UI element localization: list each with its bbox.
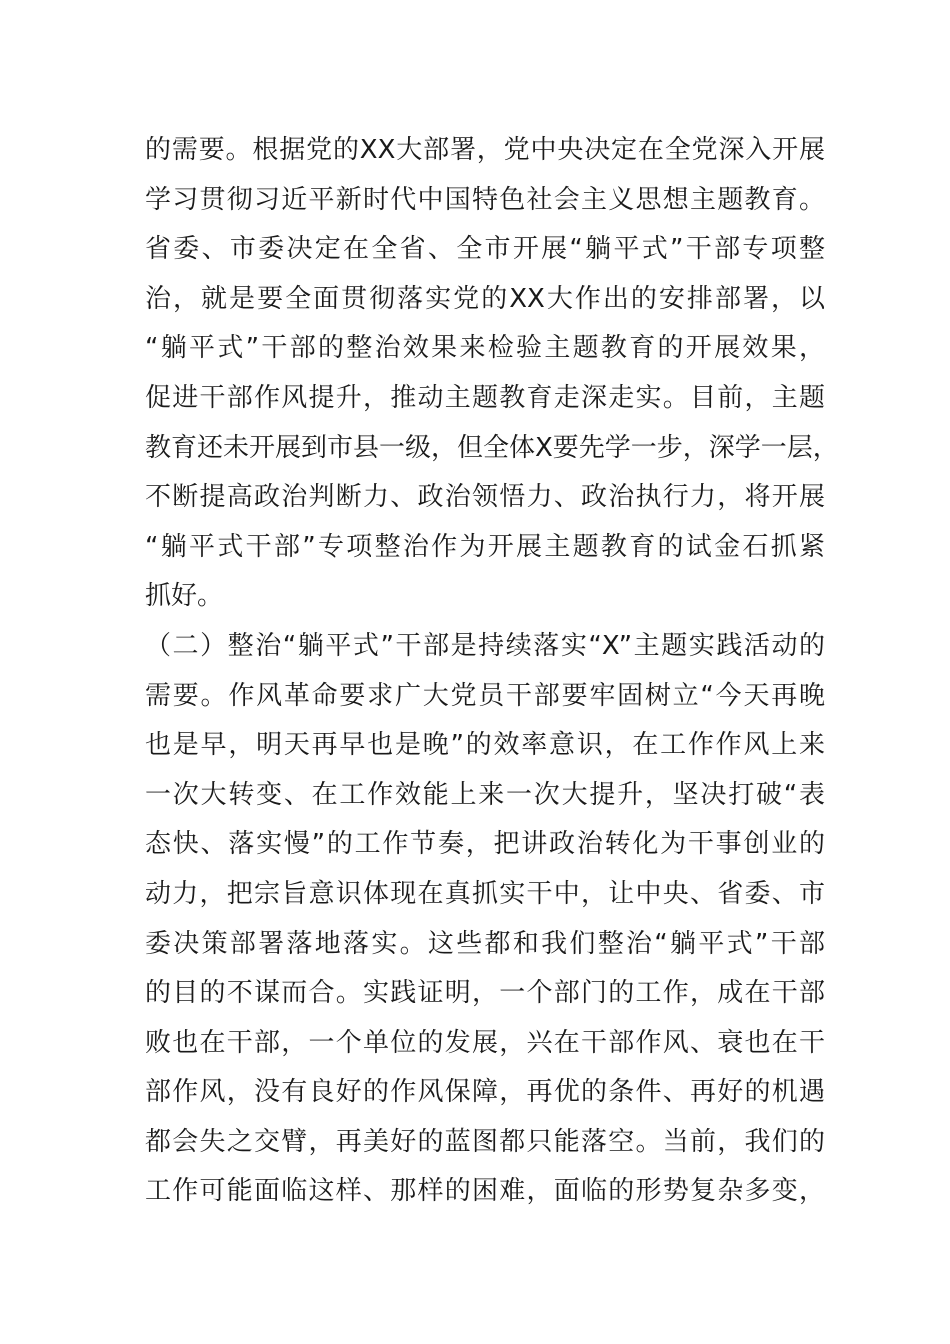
text-line: “躺平式”干部的整治效果来检验主题教育的开展效果， bbox=[145, 333, 825, 364]
text-line: 抓好。 bbox=[145, 581, 224, 612]
text-line: 的需要。根据党的XX大部署，党中央决定在全党深入开展 bbox=[145, 135, 825, 165]
section-heading-line: （二）整治“躺平式”干部是持续落实“X”主题实践活动的 bbox=[145, 630, 825, 661]
text-line: 态快、落实慢”的工作节奏，把讲政治转化为干事创业的 bbox=[145, 829, 825, 860]
text-line: 需要。作风革命要求广大党员干部要牢固树立“今天再晚 bbox=[145, 680, 825, 711]
text-line: 委决策部署落地落实。这些都和我们整治“躺平式”干部 bbox=[145, 928, 825, 959]
text-line: 教育还未开展到市县一级，但全体X要先学一步，深学一层， bbox=[145, 432, 839, 463]
text-line: 部作风，没有良好的作风保障，再优的条件、再好的机遇 bbox=[145, 1077, 825, 1108]
text-line: 都会失之交臂，再美好的蓝图都只能落空。当前，我们的 bbox=[145, 1126, 825, 1157]
text-line: 也是早，明天再早也是晚”的效率意识，在工作作风上来 bbox=[145, 730, 825, 761]
text-line: 省委、市委决定在全省、全市开展“躺平式”干部专项整 bbox=[145, 234, 825, 265]
text-line: 工作可能面临这样、那样的困难，面临的形势复杂多变， bbox=[145, 1176, 825, 1207]
text-line: 败也在干部，一个单位的发展，兴在干部作风、衰也在干 bbox=[145, 1027, 825, 1058]
text-line: “躺平式干部”专项整治作为开展主题教育的试金石抓紧 bbox=[145, 531, 825, 562]
text-line: 治，就是要全面贯彻落实党的XX大作出的安排部署，以 bbox=[145, 283, 825, 314]
text-line: 不断提高政治判断力、政治领悟力、政治执行力，将开展 bbox=[145, 482, 825, 513]
text-line: 动力，把宗旨意识体现在真抓实干中，让中央、省委、市 bbox=[145, 878, 825, 909]
text-line: 一次大转变、在工作效能上来一次大提升，坚决打破“表 bbox=[145, 779, 825, 810]
text-line: 的目的不谋而合。实践证明，一个部门的工作，成在干部 bbox=[145, 978, 825, 1009]
body-text bbox=[145, 126, 839, 1217]
text-line: 促进干部作风提升，推动主题教育走深走实。目前，主题 bbox=[145, 382, 825, 413]
text-line: 学习贯彻习近平新时代中国特色社会主义思想主题教育。 bbox=[145, 184, 825, 215]
